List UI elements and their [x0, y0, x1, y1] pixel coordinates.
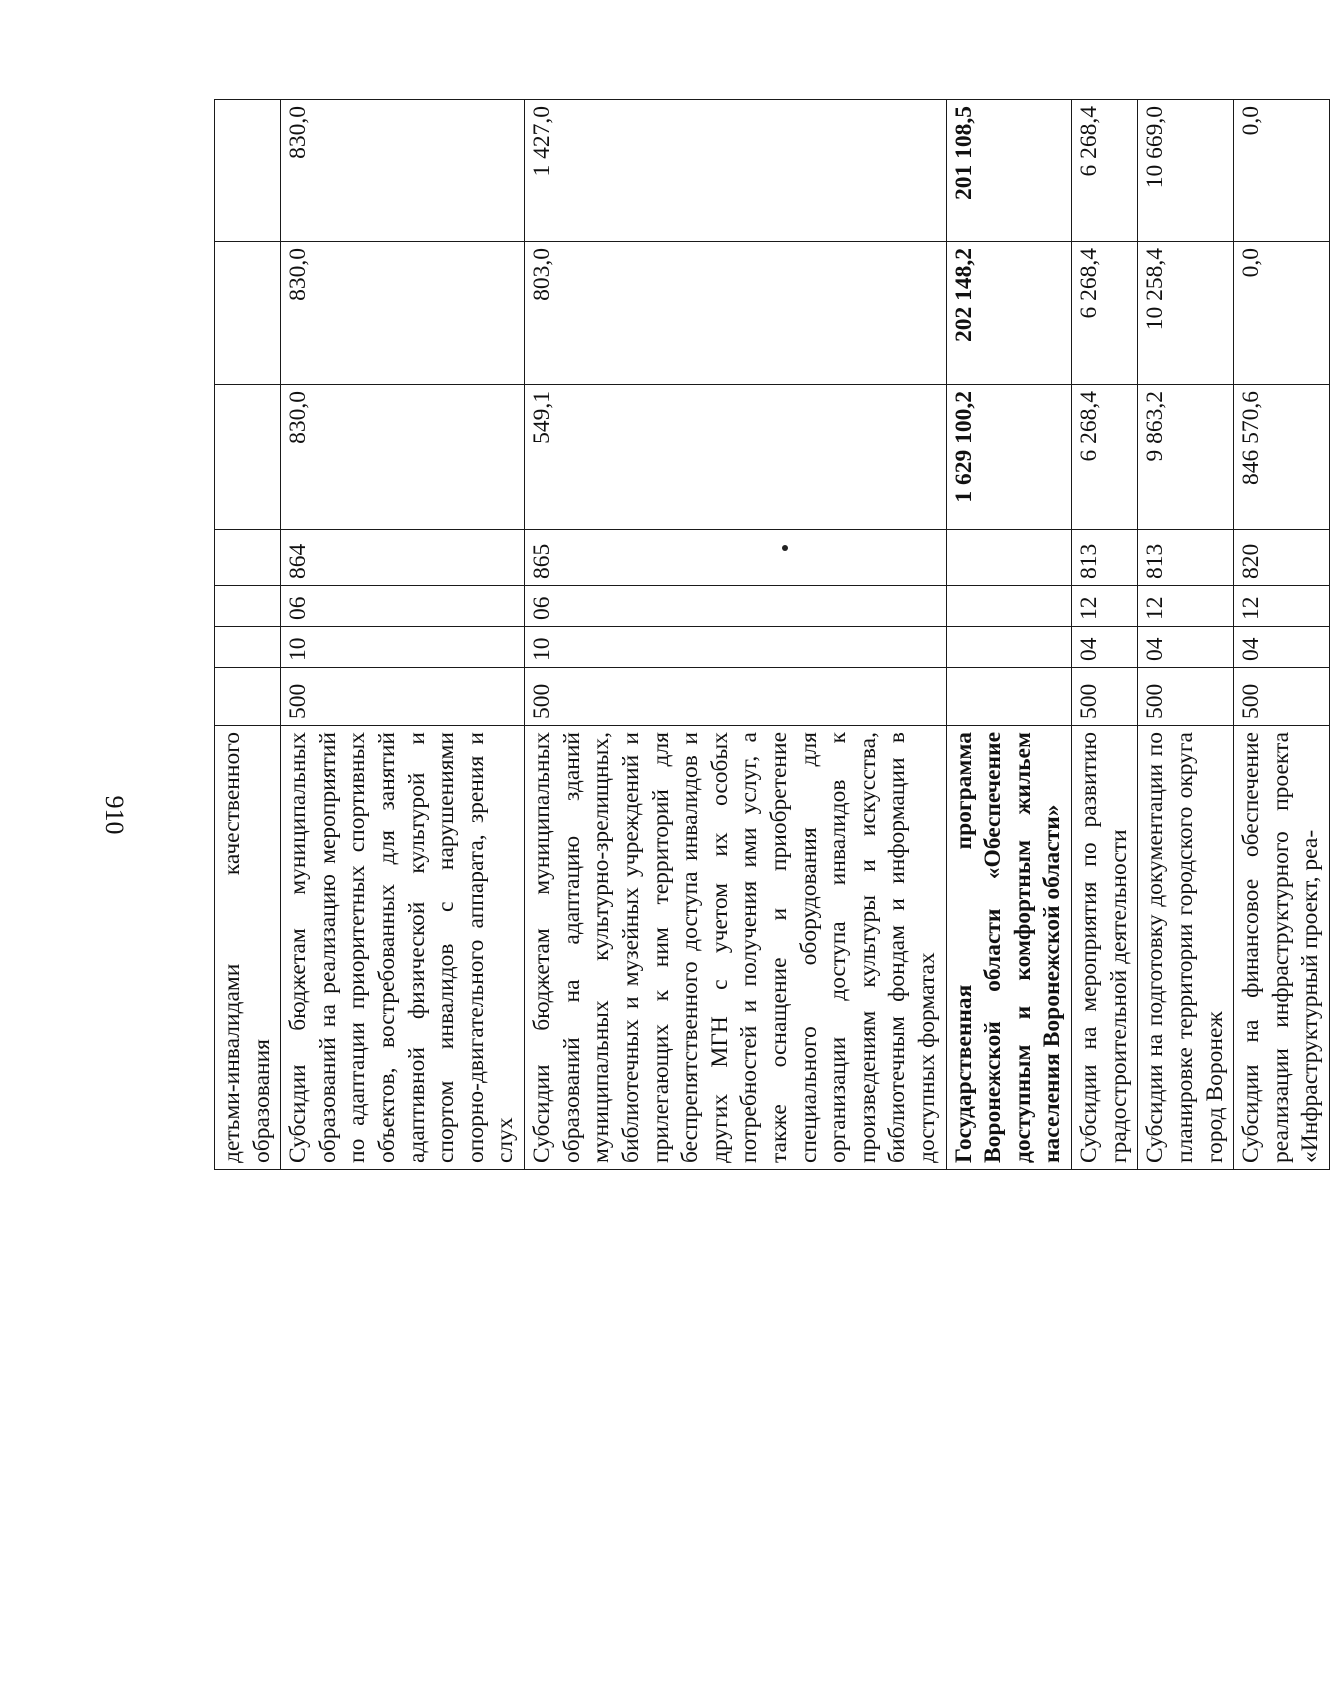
expense-type-code-cell: 865	[525, 530, 947, 586]
grbs-code-cell: 500	[1072, 668, 1138, 726]
amount-year2-cell	[215, 242, 281, 385]
amount-year1-cell: 846 570,6	[1234, 385, 1330, 530]
amount-year2-cell: 202 148,2	[946, 242, 1071, 385]
row-name-cell: Субсидии на мероприятия по развитию градостроительной деятельности	[1072, 726, 1138, 1170]
grbs-code-cell	[215, 668, 281, 726]
grbs-code-cell: 500	[1234, 668, 1330, 726]
amount-year1-cell: 830,0	[281, 385, 525, 530]
budget-table	[214, 99, 1330, 1170]
section-code-cell: 04	[1234, 627, 1330, 668]
table-row	[1138, 100, 1234, 1170]
section-code-cell: 10	[525, 627, 947, 668]
table-row	[215, 100, 281, 1170]
amount-year2-cell: 6 268,4	[1072, 242, 1138, 385]
expense-type-code-cell: 864	[281, 530, 525, 586]
subsection-code-cell: 12	[1138, 586, 1234, 627]
amount-year3-cell: 830,0	[281, 100, 525, 242]
amount-year3-cell: 201 108,5	[946, 100, 1071, 242]
grbs-code-cell: 500	[1138, 668, 1234, 726]
section-code-cell	[215, 627, 281, 668]
amount-year3-cell	[215, 100, 281, 242]
grbs-code-cell: 500	[525, 668, 947, 726]
amount-year2-cell: 803,0	[525, 242, 947, 385]
amount-year2-cell: 830,0	[281, 242, 525, 385]
table-row	[1234, 100, 1330, 1170]
row-name-cell: Субсидии бюджетам муниципальных образований на адаптацию зданий муниципальных культурно-зрелищных, библиотечных и музейных учреждений и прилегающих к ним территорий для беспрепятственного доступа инвалидов и других МГН с учетом их особых потребностей и получения ими услуг, а также оснащение и приобретение специального оборудования для организации доступа инвалидов к произведениям культуры и искусства, библиотечным фондам и информации в доступных форматах	[525, 726, 947, 1170]
row-name-cell: Субсидии бюджетам муниципальных образований на реализацию мероприятий по адаптации приоритетных спортивных объектов, востребованных для занятий адаптивной физической культурой и спортом инвалидов с нарушениями опорно-двигательного аппарата, зрения и слух	[281, 726, 525, 1170]
subsection-code-cell: 12	[1234, 586, 1330, 627]
expense-type-code-cell	[215, 530, 281, 586]
row-name-cell: Государственная программа Воронежской области «Обеспечение доступным и комфортным жильем населения Воронежской области»	[946, 726, 1071, 1170]
amount-year3-cell: 0,0	[1234, 100, 1330, 242]
row-name-cell: Субсидии на финансовое обеспечение реализации инфраструктурного проекта «Инфраструктурный проект, реа-	[1234, 726, 1330, 1170]
amount-year3-cell: 1 427,0	[525, 100, 947, 242]
subsection-code-cell: 06	[281, 586, 525, 627]
subsection-code-cell: 06	[525, 586, 947, 627]
scan-speck	[782, 545, 788, 551]
table-row	[281, 100, 525, 1170]
amount-year3-cell: 6 268,4	[1072, 100, 1138, 242]
table-row	[946, 100, 1071, 1170]
section-code-cell: 04	[1138, 627, 1234, 668]
amount-year1-cell	[215, 385, 281, 530]
row-name-cell: Субсидии на подготовку документации по планировке территории городского округа город Воронеж	[1138, 726, 1234, 1170]
amount-year3-cell: 10 669,0	[1138, 100, 1234, 242]
amount-year1-cell: 549,1	[525, 385, 947, 530]
expense-type-code-cell: 813	[1072, 530, 1138, 586]
amount-year1-cell: 6 268,4	[1072, 385, 1138, 530]
grbs-code-cell: 500	[281, 668, 525, 726]
expense-type-code-cell: 820	[1234, 530, 1330, 586]
section-code-cell	[946, 627, 1071, 668]
subsection-code-cell	[946, 586, 1071, 627]
grbs-code-cell	[946, 668, 1071, 726]
table-row	[525, 100, 947, 1170]
subsection-code-cell: 12	[1072, 586, 1138, 627]
section-code-cell: 04	[1072, 627, 1138, 668]
row-name-cell: детьми-инвалидами качественного образования	[215, 726, 281, 1170]
subsection-code-cell	[215, 586, 281, 627]
amount-year2-cell: 0,0	[1234, 242, 1330, 385]
expense-type-code-cell	[946, 530, 1071, 586]
amount-year1-cell: 1 629 100,2	[946, 385, 1071, 530]
amount-year1-cell: 9 863,2	[1138, 385, 1234, 530]
page-number: 910	[100, 795, 129, 835]
table-row	[1072, 100, 1138, 1170]
rotated-page-content	[214, 100, 1324, 1170]
amount-year2-cell: 10 258,4	[1138, 242, 1234, 385]
expense-type-code-cell: 813	[1138, 530, 1234, 586]
section-code-cell: 10	[281, 627, 525, 668]
